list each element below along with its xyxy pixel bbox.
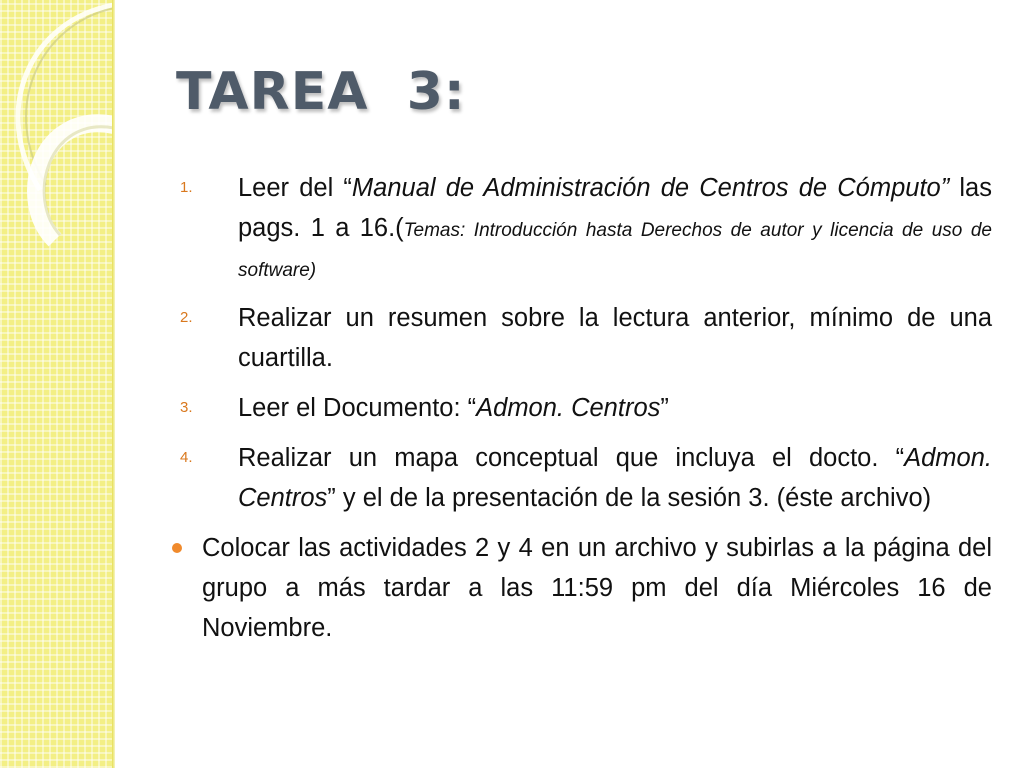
item-number: 1. [180, 179, 193, 196]
instruction-bullet [166, 528, 992, 648]
document-title: Admon. Centros [238, 444, 992, 512]
item-number: 2. [180, 309, 193, 326]
item-text: ” y el de la presentación de la sesión 3. (éste archivo) [327, 484, 932, 512]
decorative-side-band [0, 0, 114, 768]
document-title: Admon. Centros [476, 394, 661, 422]
item-number: 3. [180, 399, 193, 416]
bullet-text: Colocar las actividades 2 y 4 en un archivo y subirlas a la página del grupo a más tardar a las 11:59 pm del día Miércoles 16 de Noviembre. [202, 534, 992, 642]
slide-title: TAREA 3: [176, 62, 466, 122]
item-number: 4. [180, 449, 193, 466]
bullet-dot-icon [172, 543, 182, 553]
item-text: ” [660, 394, 669, 422]
task-item-1 [176, 168, 992, 288]
topics-note: Temas: Introducción hasta Derechos de autor y licencia de uso de software) [238, 220, 992, 281]
task-item-4 [176, 438, 992, 518]
task-list [176, 168, 992, 648]
item-text: Leer el Documento: “ [238, 394, 477, 422]
item-text: Realizar un mapa conceptual que incluya el docto. “ [238, 444, 905, 472]
item-text: las pags. 1 a 16.( [238, 174, 992, 242]
manual-title: Manual de Administración de Centros de Cómputo” [351, 174, 950, 202]
task-item-3 [176, 388, 992, 428]
decorative-arcs [0, 0, 114, 768]
item-text: Leer del “ [238, 174, 352, 202]
task-item-2 [176, 298, 992, 378]
side-band-edge [112, 0, 115, 768]
item-text: Realizar un resumen sobre la lectura anterior, mínimo de una cuartilla. [238, 304, 992, 372]
